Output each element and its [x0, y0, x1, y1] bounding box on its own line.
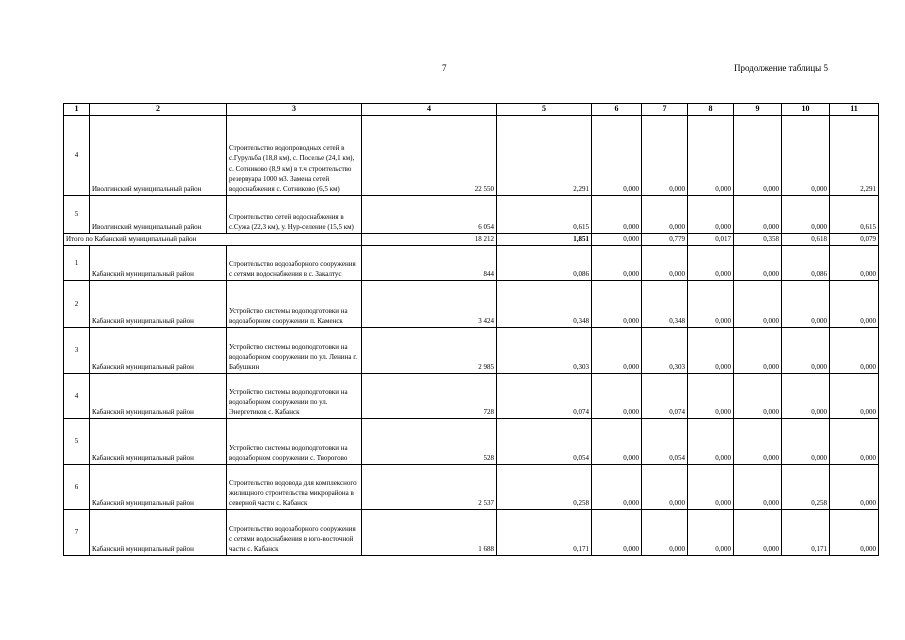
value-cell: 0,000	[830, 465, 879, 510]
value-cell: 0,000	[782, 374, 830, 419]
value-cell: 0,615	[497, 196, 592, 234]
district-cell: Иволгинский муниципальный район	[90, 196, 227, 234]
district-cell: Кабанский муниципальный район	[90, 419, 227, 465]
header-cell: 1	[64, 104, 90, 116]
value-cell: 0,000	[688, 374, 734, 419]
value-cell: 0,000	[592, 374, 642, 419]
value-cell: 0,000	[688, 281, 734, 328]
value-cell: 0,000	[688, 196, 734, 234]
value-cell: 0,000	[830, 374, 879, 419]
value-cell: 0,054	[642, 419, 688, 465]
header-cell: 3	[227, 104, 362, 116]
value-cell: 0,000	[734, 196, 782, 234]
row-number-cell: 7	[64, 510, 90, 556]
project-cell: Устройство системы водоподготовки на водозаборном сооружении с. Творогово	[227, 419, 362, 465]
value-cell: 0,000	[688, 116, 734, 196]
value-cell: 0,000	[734, 465, 782, 510]
row-number-cell: 4	[64, 374, 90, 419]
value-cell: 0,079	[830, 234, 879, 246]
value-cell: 6 054	[362, 196, 497, 234]
project-cell: Строительство водозаборного сооружения с сетями водоснабжения в с. Закалтус	[227, 246, 362, 281]
value-cell: 0,000	[688, 465, 734, 510]
value-cell: 0,074	[497, 374, 592, 419]
project-cell: Строительство водозаборного сооружения с сетями водоснабжения в юго-восточной части с. Кабанск	[227, 510, 362, 556]
row-number-cell: 3	[64, 328, 90, 374]
row-number-cell: 6	[64, 465, 90, 510]
value-cell: 0,000	[592, 246, 642, 281]
value-cell: 0,618	[782, 234, 830, 246]
project-cell: Строительство водовода для комплексного жилищного строительства микрорайона в северной части с. Кабанск	[227, 465, 362, 510]
value-cell: 0,000	[782, 281, 830, 328]
value-cell: 0,258	[782, 465, 830, 510]
value-cell: 0,000	[642, 246, 688, 281]
header-cell: 6	[592, 104, 642, 116]
value-cell: 0,358	[734, 234, 782, 246]
project-cell: Устройство системы водоподготовки на водозаборном сооружении п. Каменск	[227, 281, 362, 328]
value-cell: 0,000	[734, 510, 782, 556]
value-cell: 0,000	[592, 281, 642, 328]
table-row	[64, 328, 879, 374]
project-cell: Строительство водопроводных сетей в с.Гурульба (18,8 км), с. Поселье (24,1 км), с. Сотниково (8,9 км) в т.ч строительство резервуара 1000 м3. Замена сетей водоснабжения с. Сотниково (6,5 км)	[227, 116, 362, 196]
value-cell: 0,000	[592, 196, 642, 234]
value-cell: 18 212	[362, 234, 497, 246]
value-cell: 0,000	[642, 116, 688, 196]
value-cell: 0,000	[592, 116, 642, 196]
district-cell: Кабанский муниципальный район	[90, 281, 227, 328]
value-cell: 0,000	[642, 196, 688, 234]
district-cell: Кабанский муниципальный район	[90, 328, 227, 374]
value-cell: 3 424	[362, 281, 497, 328]
page-number: 7	[442, 63, 447, 73]
value-cell: 0,017	[688, 234, 734, 246]
value-cell: 0,000	[688, 510, 734, 556]
header-cell: 10	[782, 104, 830, 116]
value-cell: 0,000	[642, 510, 688, 556]
district-cell: Кабанский муниципальный район	[90, 246, 227, 281]
value-cell: 0,000	[734, 116, 782, 196]
value-cell: 728	[362, 374, 497, 419]
value-cell: 0,000	[688, 419, 734, 465]
project-cell: Устройство системы водоподготовки на водозаборном сооружении по ул. Ленина г. Бабушкин	[227, 328, 362, 374]
value-cell: 0,779	[642, 234, 688, 246]
table-body	[64, 104, 879, 556]
project-cell: Строительство сетей водоснабжения в с.Сужа (22,3 км), у. Нур-селение (15,5 км)	[227, 196, 362, 234]
header-cell: 4	[362, 104, 497, 116]
table-row	[64, 465, 879, 510]
table-row	[64, 419, 879, 465]
row-number-cell: 5	[64, 196, 90, 234]
district-cell: Кабанский муниципальный район	[90, 510, 227, 556]
value-cell: 0,000	[688, 246, 734, 281]
header-cell: 9	[734, 104, 782, 116]
value-cell: 0,000	[734, 419, 782, 465]
value-cell: 2,291	[830, 116, 879, 196]
value-cell: 844	[362, 246, 497, 281]
value-cell: 0,000	[782, 419, 830, 465]
value-cell: 0,000	[592, 510, 642, 556]
value-cell: 0,000	[592, 328, 642, 374]
value-cell: 0,348	[497, 281, 592, 328]
value-cell: 0,074	[642, 374, 688, 419]
table-row	[64, 510, 879, 556]
table-row	[64, 196, 879, 234]
value-cell: 0,000	[734, 374, 782, 419]
value-cell: 22 550	[362, 116, 497, 196]
header-cell: 5	[497, 104, 592, 116]
value-cell: 2 537	[362, 465, 497, 510]
value-cell: 0,303	[642, 328, 688, 374]
row-number-cell: 1	[64, 246, 90, 281]
row-number-cell: 2	[64, 281, 90, 328]
value-cell: 0,000	[734, 281, 782, 328]
value-cell: 1,851	[497, 234, 592, 246]
value-cell: 0,171	[497, 510, 592, 556]
value-cell: 0,171	[782, 510, 830, 556]
header-cell: 2	[90, 104, 227, 116]
table-row	[64, 116, 879, 196]
value-cell: 0,000	[592, 465, 642, 510]
value-cell: 0,000	[592, 419, 642, 465]
table-row	[64, 374, 879, 419]
value-cell: 0,000	[830, 510, 879, 556]
value-cell: 0,000	[830, 419, 879, 465]
value-cell: 0,000	[782, 328, 830, 374]
value-cell: 0,258	[497, 465, 592, 510]
value-cell: 0,000	[830, 281, 879, 328]
table-row	[64, 281, 879, 328]
row-number-cell: 4	[64, 116, 90, 196]
header-cell: 7	[642, 104, 688, 116]
value-cell: 2,291	[497, 116, 592, 196]
value-cell: 0,086	[497, 246, 592, 281]
value-cell: 2 985	[362, 328, 497, 374]
value-cell: 0,054	[497, 419, 592, 465]
value-cell: 528	[362, 419, 497, 465]
value-cell: 0,000	[734, 328, 782, 374]
row-number-cell: 5	[64, 419, 90, 465]
total-label: Итого по Кабанский муниципальный район	[64, 234, 362, 246]
value-cell: 0,000	[782, 116, 830, 196]
value-cell: 0,000	[688, 328, 734, 374]
value-cell: 0,000	[734, 246, 782, 281]
total-row	[64, 234, 879, 246]
value-cell: 0,000	[592, 234, 642, 246]
value-cell: 1 688	[362, 510, 497, 556]
table-continuation-label: Продолжение таблицы 5	[734, 63, 828, 73]
value-cell: 0,615	[830, 196, 879, 234]
district-cell: Иволгинский муниципальный район	[90, 116, 227, 196]
header-cell: 8	[688, 104, 734, 116]
value-cell: 0,303	[497, 328, 592, 374]
data-table	[63, 103, 879, 556]
project-cell: Устройство системы водоподготовки на водозаборном сооружении по ул. Энергетиков с. Кабанск	[227, 374, 362, 419]
value-cell: 0,086	[782, 246, 830, 281]
district-cell: Кабанский муниципальный район	[90, 374, 227, 419]
header-cell: 11	[830, 104, 879, 116]
district-cell: Кабанский муниципальный район	[90, 465, 227, 510]
table-row	[64, 246, 879, 281]
value-cell: 0,000	[782, 196, 830, 234]
value-cell: 0,000	[642, 465, 688, 510]
value-cell: 0,348	[642, 281, 688, 328]
header-row	[64, 104, 879, 116]
value-cell: 0,000	[830, 328, 879, 374]
value-cell: 0,000	[830, 246, 879, 281]
